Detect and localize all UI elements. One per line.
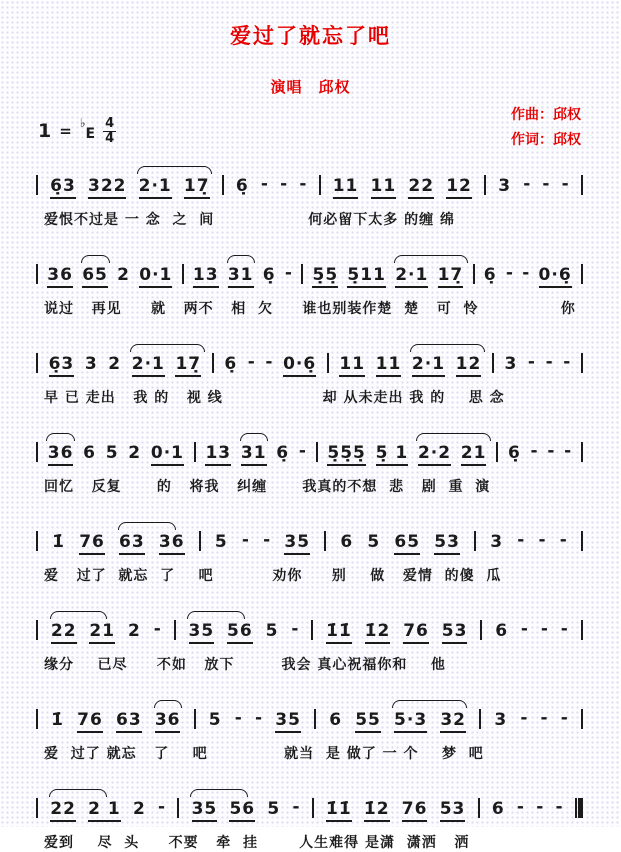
note: 11 xyxy=(376,356,402,377)
note: 2 1 xyxy=(88,801,121,822)
slur-arc xyxy=(118,522,176,530)
note: 11 xyxy=(333,178,359,199)
barline xyxy=(484,175,486,195)
score-line-5 xyxy=(36,527,583,585)
dash-note: - xyxy=(536,797,544,818)
note: 11 xyxy=(339,356,365,377)
score-line-8 xyxy=(36,794,583,852)
key-equals: = xyxy=(59,122,72,141)
dash-note: - xyxy=(561,174,569,195)
barline xyxy=(36,709,38,729)
dash-note: - xyxy=(542,174,550,195)
dash-note: - xyxy=(291,619,299,640)
note: 6 xyxy=(83,443,96,464)
barline xyxy=(212,353,214,373)
note: 6̣ xyxy=(235,176,249,197)
note: 12 xyxy=(456,356,482,377)
notation-row xyxy=(36,260,583,290)
score-line-4 xyxy=(36,438,583,496)
note: 5̣5̣5̣ xyxy=(327,445,366,466)
barline xyxy=(314,709,316,729)
note: 53 xyxy=(434,534,460,555)
note: 36 xyxy=(155,712,181,733)
barline xyxy=(473,264,475,284)
note: 36 xyxy=(48,445,74,466)
lyricist-label: 作词： xyxy=(511,132,553,149)
notation-row xyxy=(36,705,583,735)
slur-arc xyxy=(137,166,212,174)
barline xyxy=(36,442,38,462)
barline xyxy=(36,264,38,284)
slur-arc xyxy=(81,255,110,263)
note: 35 xyxy=(275,712,301,733)
barline xyxy=(581,709,583,729)
note: 5·3 xyxy=(394,712,427,733)
lyrics-row: 缘分 已尽 不如 放下 我会 真心祝福你和 他 xyxy=(44,657,446,674)
slur-arc xyxy=(130,344,205,352)
note: 5 xyxy=(208,710,222,731)
notation-row xyxy=(36,794,583,824)
slur-arc xyxy=(190,789,248,797)
note: 0·6̣ xyxy=(283,356,316,377)
barline xyxy=(312,798,314,818)
dash-note: - xyxy=(263,530,271,551)
note: 0·6̣ xyxy=(539,267,572,288)
note: 6̣ xyxy=(483,265,497,286)
note: 76 xyxy=(79,534,105,555)
barline xyxy=(480,620,482,640)
note: 13 xyxy=(193,267,219,288)
score-line-3 xyxy=(36,349,583,407)
flat-icon: ♭ xyxy=(79,115,86,130)
notation-row xyxy=(36,438,583,468)
dash-note: - xyxy=(520,619,528,640)
dash-note: - xyxy=(540,619,548,640)
score-line-7 xyxy=(36,705,583,763)
note: 3 xyxy=(494,710,508,731)
note: 76 xyxy=(77,712,103,733)
barline xyxy=(581,175,583,195)
dash-note: - xyxy=(516,797,524,818)
slur-arc xyxy=(46,433,75,441)
note: 11 xyxy=(371,178,397,199)
note: 2 xyxy=(128,443,142,464)
barline xyxy=(194,709,196,729)
lyrics-row: 回忆 反复 的 将我 纠缠 我真的不想 悲 剧 重 演 xyxy=(44,479,491,496)
note: 6 xyxy=(329,710,343,731)
barline xyxy=(177,798,179,818)
note: 1̇2 xyxy=(365,623,391,644)
barline xyxy=(492,353,494,373)
slur-arc xyxy=(416,433,491,441)
lyrics-row: 说过 再见 就 两不 相 欠 谁也别装作楚 楚 可 怜 你 xyxy=(44,301,576,318)
dash-note: - xyxy=(280,174,288,195)
notation-row xyxy=(36,616,583,646)
note: 2·1 xyxy=(139,178,172,199)
note: 1̇ xyxy=(52,532,66,553)
barline xyxy=(36,353,38,373)
dash-note: - xyxy=(538,530,546,551)
note: 1̇2 xyxy=(364,801,390,822)
barline xyxy=(327,353,329,373)
dash-note: - xyxy=(545,352,553,373)
note: 53 xyxy=(442,623,468,644)
credits-block xyxy=(511,103,581,153)
note: 56 xyxy=(229,801,255,822)
notation-row xyxy=(36,349,583,379)
note: 22 xyxy=(408,178,434,199)
note: 21 xyxy=(461,445,487,466)
lyrics-row: 爱恨不过是 一 念 之 间 何必留下太多 的缠 绵 xyxy=(44,212,455,229)
composer-name: 邱权 xyxy=(553,107,581,123)
note: 6̣3 xyxy=(49,356,75,377)
note: 53 xyxy=(440,801,466,822)
dash-note: - xyxy=(560,619,568,640)
barline xyxy=(311,620,313,640)
dash-note: - xyxy=(563,352,571,373)
dash-note: - xyxy=(505,263,513,284)
note: 6̣ xyxy=(262,265,276,286)
note: 65 xyxy=(82,267,108,288)
note: 2 xyxy=(127,621,141,642)
note: 22 xyxy=(50,801,76,822)
lyricist-line xyxy=(511,128,581,153)
note: 36 xyxy=(159,534,185,555)
dash-note: - xyxy=(260,174,268,195)
slur-arc xyxy=(50,611,108,619)
note: 17̣ xyxy=(175,356,201,377)
note: 3 xyxy=(490,532,504,553)
dash-note: - xyxy=(560,708,568,729)
note: 5̣5̣ xyxy=(312,267,338,288)
note: 1̇1̇ xyxy=(326,801,352,822)
performer-label: 演唱 xyxy=(270,78,303,96)
dash-note: - xyxy=(527,352,535,373)
note: 2 xyxy=(108,354,122,375)
note: 2 xyxy=(132,799,146,820)
barline xyxy=(479,709,481,729)
note: 21 xyxy=(89,623,115,644)
barline xyxy=(474,531,476,551)
note: 32 xyxy=(440,712,466,733)
dash-note: - xyxy=(241,530,249,551)
note: 63 xyxy=(119,534,145,555)
slur-arc xyxy=(394,255,469,263)
lyricist-name: 邱权 xyxy=(553,132,581,149)
barline xyxy=(301,264,303,284)
notation-row xyxy=(36,171,583,201)
note: 55 xyxy=(355,712,381,733)
score-line-1 xyxy=(36,171,583,229)
barline xyxy=(581,442,583,462)
note: 2·2 xyxy=(418,445,451,466)
note: 5 xyxy=(214,532,228,553)
dash-note: - xyxy=(555,797,563,818)
note: 17̣ xyxy=(184,178,210,199)
note: 76 xyxy=(402,801,428,822)
barline xyxy=(581,353,583,373)
barline xyxy=(319,175,321,195)
slur-arc xyxy=(392,700,467,708)
slur-arc xyxy=(49,789,107,797)
dash-note: - xyxy=(284,263,292,284)
composer-label: 作曲： xyxy=(511,107,553,123)
score-area xyxy=(36,171,583,852)
slur-arc xyxy=(154,700,183,708)
note: 6̣ xyxy=(507,443,521,464)
note: 12 xyxy=(446,178,472,199)
note: 35 xyxy=(284,534,310,555)
note: 3 xyxy=(504,354,518,375)
note: 5 xyxy=(265,621,279,642)
barline xyxy=(194,442,196,462)
dash-note: - xyxy=(298,441,306,462)
slur-arc xyxy=(410,344,485,352)
note: 2·1 xyxy=(412,356,445,377)
lyrics-row: 早 已 走出 我 的 视 线 却 从未走出 我 的 思 念 xyxy=(44,390,505,407)
note: 6̣ xyxy=(276,443,290,464)
barline xyxy=(324,531,326,551)
note: 35 xyxy=(192,801,218,822)
header-row xyxy=(38,103,581,153)
score-line-2 xyxy=(36,260,583,318)
note: 3 xyxy=(84,354,98,375)
barline xyxy=(581,620,583,640)
page-title: 爱过了就忘了吧 xyxy=(230,24,391,48)
note: 2 xyxy=(117,265,130,286)
note: 1̇ xyxy=(51,710,64,731)
note: 6 xyxy=(495,621,509,642)
note: 5 xyxy=(367,532,381,553)
note: 0·1 xyxy=(139,267,172,288)
note: 76 xyxy=(403,623,429,644)
lyrics-row: 爱到 尽 头 不要 牵 挂 人生难得 是潇 潇洒 洒 xyxy=(44,835,470,852)
note: 0·1 xyxy=(151,445,184,466)
barline xyxy=(478,798,480,818)
note: 63 xyxy=(116,712,142,733)
key-tonic: 1 xyxy=(38,120,52,143)
note: 3 xyxy=(498,176,512,197)
barline xyxy=(36,620,38,640)
barline xyxy=(316,442,318,462)
barline xyxy=(496,442,498,462)
performer-line xyxy=(0,76,621,97)
note: 13 xyxy=(205,445,231,466)
note: 17̣ xyxy=(438,267,464,288)
score-line-6 xyxy=(36,616,583,674)
key-name xyxy=(79,115,96,142)
time-signature-bottom: 4 xyxy=(105,130,115,146)
note: 56 xyxy=(227,623,253,644)
composer-line xyxy=(511,103,581,128)
lyrics-row: 爱 过了 就忘 了 吧 就当 是 做了 一 个 梦 吧 xyxy=(44,746,484,763)
time-signature-top: 4 xyxy=(105,116,115,131)
note: 5 xyxy=(105,443,119,464)
dash-note: - xyxy=(153,619,161,640)
dash-note: - xyxy=(540,708,548,729)
barline xyxy=(199,531,201,551)
dash-note: - xyxy=(522,263,530,284)
slur-arc xyxy=(240,433,269,441)
dash-note: - xyxy=(530,441,538,462)
dash-note: - xyxy=(265,352,273,373)
note: 22 xyxy=(51,623,77,644)
dash-note: - xyxy=(299,174,307,195)
note: 35 xyxy=(189,623,215,644)
lyrics-row: 爱 过了 就忘 了 吧 劝你 别 做 爱情 的傻 瓜 xyxy=(44,568,502,585)
dash-note: - xyxy=(564,441,572,462)
barline xyxy=(36,175,38,195)
key-letter: E xyxy=(85,125,96,142)
notation-row xyxy=(36,527,583,557)
barline xyxy=(36,531,38,551)
note: 5̣11 xyxy=(347,267,386,288)
note: 322 xyxy=(88,178,127,199)
dash-note: - xyxy=(559,530,567,551)
dash-note: - xyxy=(520,708,528,729)
barline xyxy=(581,531,583,551)
dash-note: - xyxy=(247,352,255,373)
dash-note: - xyxy=(523,174,531,195)
note: 36 xyxy=(47,267,73,288)
dash-note: - xyxy=(517,530,525,551)
note: 31 xyxy=(228,267,254,288)
final-barline xyxy=(575,798,583,818)
dash-note: - xyxy=(292,797,300,818)
barline xyxy=(36,798,38,818)
barline xyxy=(182,264,184,284)
barline xyxy=(222,175,224,195)
time-signature xyxy=(103,117,116,145)
note: 65 xyxy=(394,534,420,555)
key-signature xyxy=(38,117,116,145)
slur-arc xyxy=(187,611,245,619)
note: 2·1 xyxy=(395,267,428,288)
dash-note: - xyxy=(234,708,242,729)
barline xyxy=(581,264,583,284)
note: 6̣ xyxy=(224,354,238,375)
performer-name: 邱权 xyxy=(318,78,351,96)
slur-arc xyxy=(227,255,256,263)
note: 6 xyxy=(491,799,505,820)
note: 6 xyxy=(340,532,354,553)
note: 31 xyxy=(241,445,267,466)
note: 1̇1̇ xyxy=(326,623,352,644)
barline xyxy=(174,620,176,640)
note: 5 xyxy=(267,799,281,820)
note: 6̣3 xyxy=(50,178,76,199)
note: 2·1 xyxy=(132,356,165,377)
dash-note: - xyxy=(158,797,166,818)
dash-note: - xyxy=(255,708,263,729)
note: 5̣ 1 xyxy=(376,445,409,466)
dash-note: - xyxy=(547,441,555,462)
